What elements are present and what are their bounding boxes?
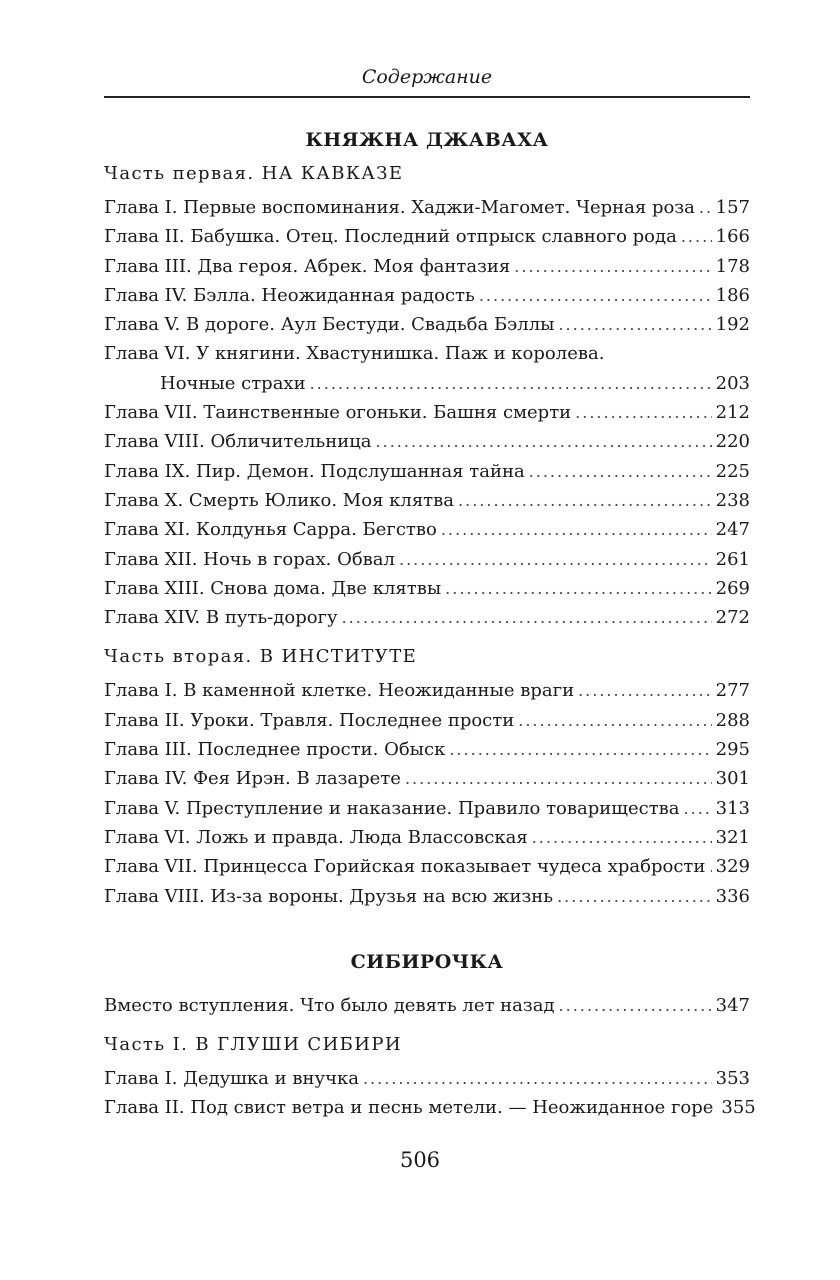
leader-dots bbox=[363, 1064, 712, 1093]
toc-entry bbox=[104, 676, 750, 705]
entry-page: 321 bbox=[715, 826, 750, 848]
leader-dots bbox=[699, 193, 712, 222]
entry-title: Глава I. Первые воспоминания. Хаджи-Магомет. Черная роза bbox=[104, 197, 695, 218]
entry-page: 301 bbox=[715, 768, 750, 790]
table-of-contents bbox=[104, 125, 756, 1123]
toc-entry bbox=[104, 882, 750, 911]
leader-dots bbox=[399, 545, 712, 574]
entry-title: Глава V. В дороге. Аул Бестуди. Свадьба Бэллы bbox=[104, 314, 555, 336]
toc-entry bbox=[104, 706, 750, 735]
entry-page: 238 bbox=[715, 489, 750, 511]
toc-entry bbox=[104, 852, 750, 881]
entry-page: 277 bbox=[715, 680, 750, 702]
entry-title: Глава IV. Фея Ирэн. В лазарете bbox=[104, 768, 401, 790]
toc-entry bbox=[104, 794, 750, 823]
toc-entry bbox=[104, 823, 750, 852]
entry-title: Глава XII. Ночь в горах. Обвал bbox=[104, 548, 395, 570]
entry-page: 313 bbox=[715, 797, 750, 819]
entry-title: Глава XIV. В путь-дорогу bbox=[104, 607, 338, 629]
leader-dots bbox=[681, 222, 712, 251]
entry-title: Глава VII. Принцесса Горийская показывает чудеса храбрости bbox=[104, 856, 706, 878]
toc-entry bbox=[104, 339, 750, 398]
entry-page: 247 bbox=[715, 519, 750, 541]
entry-page: 261 bbox=[715, 548, 750, 570]
toc-entry bbox=[104, 764, 750, 793]
entry-page: 336 bbox=[715, 885, 750, 907]
entry-title: Глава III. Последнее прости. Обыск bbox=[104, 739, 446, 761]
leader-dots bbox=[479, 281, 712, 310]
book-title: СИБИРОЧКА bbox=[350, 950, 504, 973]
toc-entry bbox=[104, 310, 750, 339]
toc-entry bbox=[104, 735, 750, 764]
leader-dots bbox=[529, 457, 712, 486]
entry-page: 269 bbox=[715, 577, 750, 599]
leader-dots bbox=[449, 735, 711, 764]
entry-page: 192 bbox=[715, 314, 750, 336]
toc-entry bbox=[104, 486, 750, 515]
leader-dots bbox=[575, 398, 711, 427]
part-title: Часть I. В ГЛУШИ СИБИРИ bbox=[104, 1034, 403, 1056]
entry-title: Глава X. Смерть Юлико. Моя клятва bbox=[104, 489, 455, 511]
leader-dots bbox=[310, 369, 712, 398]
leader-dots bbox=[559, 991, 712, 1020]
leader-dots bbox=[558, 310, 711, 339]
entry-title: Глава VIII. Из-за вороны. Друзья на всю жизнь bbox=[104, 885, 554, 907]
entry-page: 355 bbox=[721, 1097, 756, 1119]
entry-page: 212 bbox=[715, 402, 750, 424]
leader-dots bbox=[342, 603, 712, 632]
toc-entry bbox=[104, 603, 750, 632]
toc-entry bbox=[104, 222, 750, 251]
entry-title: Глава XI. Колдунья Сарра. Бегство bbox=[104, 519, 437, 541]
header-rule bbox=[104, 96, 750, 98]
entry-page: 288 bbox=[715, 709, 750, 731]
entry-title: Глава XIII. Снова дома. Две клятвы bbox=[104, 577, 442, 599]
entry-title: Глава IX. Пир. Демон. Подслушанная тайна bbox=[104, 460, 525, 482]
leader-dots bbox=[458, 486, 712, 515]
toc-entry bbox=[104, 252, 750, 281]
section-gap bbox=[104, 911, 750, 947]
entry-page: 220 bbox=[715, 431, 750, 453]
entry-page: 329 bbox=[715, 856, 750, 878]
leader-dots bbox=[405, 764, 712, 793]
toc-entry bbox=[104, 991, 750, 1020]
entry-page: 353 bbox=[715, 1068, 750, 1090]
entry-title: Глава I. Дедушка и внучка bbox=[104, 1068, 359, 1090]
entry-title: Вместо вступления. Что было девять лет назад bbox=[104, 994, 555, 1016]
entry-title: Глава II. Под свист ветра и песнь метели. — Неожиданное горе bbox=[104, 1097, 714, 1119]
entry-title: Глава V. Преступление и наказание. Правило товарищества bbox=[104, 797, 680, 819]
entry-page: 178 bbox=[715, 255, 750, 277]
leader-dots bbox=[445, 574, 711, 603]
entry-title: Глава II. Бабушка. Отец. Последний отпрыск славного рода bbox=[104, 226, 677, 248]
leader-dots bbox=[441, 515, 712, 544]
entry-page: 203 bbox=[715, 372, 750, 394]
toc-entry bbox=[104, 515, 750, 544]
page-number: 506 bbox=[399, 1148, 441, 1172]
entry-page: 186 bbox=[715, 284, 750, 306]
book-title: КНЯЖНА ДЖАВАХА bbox=[305, 129, 549, 151]
entry-title: Глава VI. Ложь и правда. Люда Влассовская bbox=[104, 826, 528, 848]
entry-page: 225 bbox=[715, 460, 750, 482]
leader-dots bbox=[684, 794, 712, 823]
entry-page: 166 bbox=[715, 226, 750, 248]
toc-entry bbox=[104, 545, 750, 574]
leader-dots bbox=[376, 427, 712, 456]
toc-entry bbox=[104, 193, 750, 222]
leader-dots bbox=[514, 252, 711, 281]
toc-entry bbox=[104, 1093, 756, 1122]
toc-entry bbox=[104, 398, 750, 427]
chapter-list bbox=[104, 1064, 756, 1123]
leader-dots bbox=[709, 852, 711, 881]
running-header: Содержание bbox=[361, 66, 493, 88]
entry-title: Глава VII. Таинственные огоньки. Башня смерти bbox=[104, 402, 572, 424]
part-title: Часть первая. НА КАВКАЗЕ bbox=[104, 163, 404, 184]
toc-entry bbox=[104, 457, 750, 486]
leader-dots bbox=[532, 823, 712, 852]
entry-continuation bbox=[104, 369, 750, 398]
entry-page: 347 bbox=[715, 994, 750, 1016]
entry-title: Глава VI. У княгини. Хвастунишка. Паж и королева. bbox=[104, 343, 605, 365]
entry-page: 157 bbox=[715, 197, 750, 218]
leader-dots bbox=[557, 882, 712, 911]
part-title: Часть вторая. В ИНСТИТУТЕ bbox=[104, 646, 418, 668]
chapter-list bbox=[104, 676, 750, 910]
entry-title: Глава IV. Бэлла. Неожиданная радость bbox=[104, 284, 475, 306]
toc-entry bbox=[104, 281, 750, 310]
leader-dots bbox=[518, 706, 711, 735]
entry-title: Глава III. Два героя. Абрек. Моя фантазия bbox=[104, 255, 511, 277]
toc-entry bbox=[104, 1064, 750, 1093]
leader-dots bbox=[578, 676, 712, 705]
entry-page: 272 bbox=[715, 607, 750, 629]
entry-title: Глава II. Уроки. Травля. Последнее прости bbox=[104, 709, 515, 731]
entry-page: 295 bbox=[715, 739, 750, 761]
toc-entry bbox=[104, 427, 750, 456]
entry-title: Глава VIII. Обличительница bbox=[104, 431, 372, 453]
entry-title-continuation: Ночные страхи bbox=[160, 372, 306, 394]
entry-title: Глава I. В каменной клетке. Неожиданные враги bbox=[104, 680, 575, 702]
toc-entry bbox=[104, 574, 750, 603]
chapter-list bbox=[104, 193, 750, 632]
